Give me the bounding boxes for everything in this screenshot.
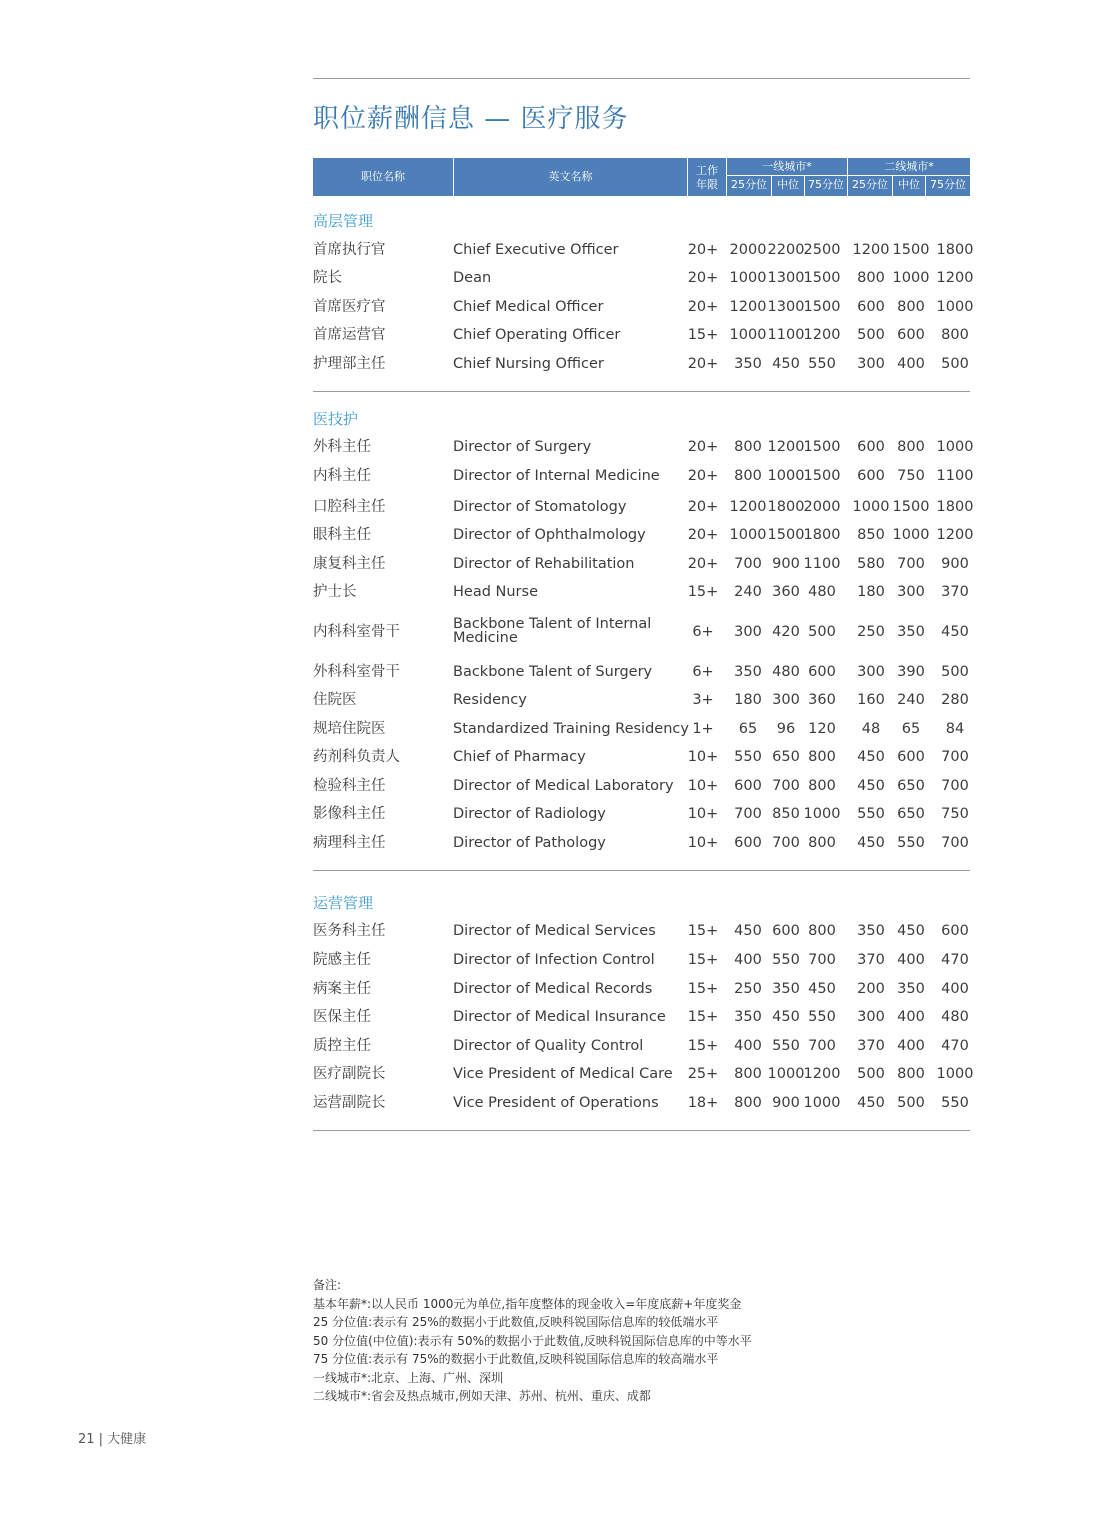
tier2-median-value: 400 bbox=[897, 1009, 925, 1025]
position-cn: 口腔科主任 bbox=[313, 499, 386, 515]
tier1-median-value: 2200 bbox=[767, 242, 805, 258]
tier1-p75-value: 550 bbox=[808, 356, 836, 372]
tier2-median-value: 390 bbox=[897, 664, 925, 680]
tier1-median-value: 1000 bbox=[767, 1066, 805, 1082]
tier1-median-value: 1100 bbox=[767, 327, 805, 343]
tier1-median-value: 420 bbox=[772, 624, 800, 640]
tier1-median-value: 1200 bbox=[767, 439, 805, 455]
header-years-line1: 工作 bbox=[696, 164, 718, 177]
tier2-median-value: 600 bbox=[897, 749, 925, 765]
tier1-p25-value: 1000 bbox=[729, 527, 767, 543]
position-en: Director of Quality Control bbox=[453, 1038, 644, 1054]
note-line: 一线城市*:北京、上海、广州、深圳 bbox=[313, 1370, 504, 1385]
tier2-median-value: 240 bbox=[897, 692, 925, 708]
tier2-median-value: 1500 bbox=[892, 242, 930, 258]
table-row bbox=[313, 775, 983, 797]
tier2-p25-value: 450 bbox=[857, 1095, 885, 1111]
table-row bbox=[313, 324, 983, 346]
tier2-p25-value: 550 bbox=[857, 806, 885, 822]
position-cn: 病理科主任 bbox=[313, 835, 386, 851]
tier2-p25-value: 370 bbox=[857, 1038, 885, 1054]
tier1-p25-value: 400 bbox=[734, 952, 762, 968]
years-of-experience: 6+ bbox=[692, 624, 714, 640]
position-cn: 药剂科负责人 bbox=[313, 749, 400, 765]
tier2-median-value: 500 bbox=[897, 1095, 925, 1111]
table-row bbox=[313, 553, 983, 575]
tier1-p25-value: 800 bbox=[734, 439, 762, 455]
tier2-p75-value: 84 bbox=[945, 721, 965, 737]
tier2-p25-value: 48 bbox=[861, 721, 881, 737]
tier1-median-value: 300 bbox=[772, 692, 800, 708]
header-tier1-p50: 中位 bbox=[777, 178, 799, 191]
tier1-p75-value: 480 bbox=[808, 584, 836, 600]
tier1-p75-value: 450 bbox=[808, 981, 836, 997]
tier1-p25-value: 1200 bbox=[729, 499, 767, 515]
tier1-p75-value: 1200 bbox=[803, 327, 841, 343]
table-row bbox=[313, 832, 983, 854]
position-en bbox=[453, 617, 651, 645]
table-row bbox=[313, 1092, 983, 1114]
position-cn: 影像科主任 bbox=[313, 806, 386, 822]
position-en: Director of Internal Medicine bbox=[453, 468, 660, 484]
tier1-p75-value: 1500 bbox=[803, 270, 841, 286]
tier2-p75-value: 1800 bbox=[936, 242, 974, 258]
tier1-p75-value: 2000 bbox=[803, 499, 841, 515]
years-of-experience: 20+ bbox=[687, 299, 719, 315]
table-row bbox=[313, 978, 983, 1000]
position-cn: 首席运营官 bbox=[313, 327, 386, 343]
tier1-p25-value: 1000 bbox=[729, 327, 767, 343]
tier2-median-value: 650 bbox=[897, 806, 925, 822]
tier1-p25-value: 800 bbox=[734, 468, 762, 484]
position-en: Vice President of Operations bbox=[453, 1095, 659, 1111]
position-cn: 医疗副院长 bbox=[313, 1066, 386, 1082]
tier1-p25-value: 350 bbox=[734, 1009, 762, 1025]
tier1-p25-value: 450 bbox=[734, 923, 762, 939]
tier1-p25-value: 240 bbox=[734, 584, 762, 600]
tier1-p75-value: 1500 bbox=[803, 439, 841, 455]
table-row bbox=[313, 353, 983, 375]
tier2-p75-value: 480 bbox=[941, 1009, 969, 1025]
tier1-p75-value: 120 bbox=[808, 721, 836, 737]
tier2-p25-value: 850 bbox=[857, 527, 885, 543]
tier2-p75-value: 470 bbox=[941, 1038, 969, 1054]
header-tier1-p25: 25分位 bbox=[731, 178, 767, 191]
position-cn: 护士长 bbox=[313, 584, 357, 600]
position-en: Director of Medical Records bbox=[453, 981, 653, 997]
tier1-median-value: 650 bbox=[772, 749, 800, 765]
tier1-p25-value: 600 bbox=[734, 835, 762, 851]
tier2-median-value: 65 bbox=[901, 721, 921, 737]
position-en: Chief Nursing Officer bbox=[453, 356, 604, 372]
header-tier2-p25: 25分位 bbox=[852, 178, 888, 191]
tier2-p25-value: 600 bbox=[857, 299, 885, 315]
tier1-median-value: 900 bbox=[772, 556, 800, 572]
years-of-experience: 20+ bbox=[687, 499, 719, 515]
tier2-p75-value: 500 bbox=[941, 356, 969, 372]
tier1-p25-value: 350 bbox=[734, 356, 762, 372]
position-cn: 外科科室骨干 bbox=[313, 664, 400, 680]
position-cn: 首席执行官 bbox=[313, 242, 386, 258]
position-cn: 眼科主任 bbox=[313, 527, 371, 543]
tier2-p75-value: 1000 bbox=[936, 299, 974, 315]
table-row bbox=[313, 239, 983, 261]
position-cn: 医保主任 bbox=[313, 1009, 371, 1025]
position-en: Director of Radiology bbox=[453, 806, 606, 822]
tier1-p75-value: 1000 bbox=[803, 806, 841, 822]
header-tier1-p75: 75分位 bbox=[808, 178, 844, 191]
tier2-p75-value: 450 bbox=[941, 624, 969, 640]
years-of-experience: 15+ bbox=[687, 1009, 719, 1025]
tier2-median-value: 650 bbox=[897, 778, 925, 794]
table-row bbox=[313, 581, 983, 603]
position-en: Chief Operating Officer bbox=[453, 327, 621, 343]
table-row bbox=[313, 1063, 983, 1085]
table-row bbox=[313, 496, 983, 518]
tier1-p75-value: 2500 bbox=[803, 242, 841, 258]
tier1-p25-value: 250 bbox=[734, 981, 762, 997]
position-en: Chief Executive Officer bbox=[453, 242, 619, 258]
tier2-p25-value: 250 bbox=[857, 624, 885, 640]
position-en: Director of Ophthalmology bbox=[453, 527, 646, 543]
tier2-p25-value: 450 bbox=[857, 749, 885, 765]
tier1-p75-value: 700 bbox=[808, 952, 836, 968]
years-of-experience: 20+ bbox=[687, 242, 719, 258]
position-en: Chief Medical Officer bbox=[453, 299, 604, 315]
years-of-experience: 6+ bbox=[692, 664, 714, 680]
tier2-p25-value: 370 bbox=[857, 952, 885, 968]
tier1-p75-value: 550 bbox=[808, 1009, 836, 1025]
tier1-p25-value: 2000 bbox=[729, 242, 767, 258]
header-tier2: 二线城市* bbox=[884, 160, 934, 173]
note-line: 50 分位值(中位值):表示有 50%的数据小于此数值,反映科锐国际信息库的中等水平 bbox=[313, 1333, 752, 1348]
tier1-p75-value: 1500 bbox=[803, 299, 841, 315]
tier2-p75-value: 1000 bbox=[936, 1066, 974, 1082]
years-of-experience: 20+ bbox=[687, 556, 719, 572]
tier1-p75-value: 500 bbox=[808, 624, 836, 640]
position-cn: 运营副院长 bbox=[313, 1095, 386, 1111]
tier2-p75-value: 1000 bbox=[936, 439, 974, 455]
tier2-p75-value: 700 bbox=[941, 778, 969, 794]
tier1-p75-value: 800 bbox=[808, 778, 836, 794]
tier1-median-value: 96 bbox=[776, 721, 796, 737]
tier2-median-value: 350 bbox=[897, 981, 925, 997]
tier2-median-value: 350 bbox=[897, 624, 925, 640]
tier1-median-value: 360 bbox=[772, 584, 800, 600]
tier1-median-value: 1500 bbox=[767, 527, 805, 543]
tier1-median-value: 1300 bbox=[767, 270, 805, 286]
tier2-p25-value: 1000 bbox=[852, 499, 890, 515]
tier2-p25-value: 580 bbox=[857, 556, 885, 572]
header-tier2-p75: 75分位 bbox=[930, 178, 966, 191]
position-en: Director of Infection Control bbox=[453, 952, 655, 968]
position-en: Head Nurse bbox=[453, 584, 538, 600]
tier1-p75-value: 700 bbox=[808, 1038, 836, 1054]
tier1-median-value: 1000 bbox=[767, 468, 805, 484]
position-cn: 检验科主任 bbox=[313, 778, 386, 794]
tier1-p25-value: 1000 bbox=[729, 270, 767, 286]
tier2-p25-value: 500 bbox=[857, 327, 885, 343]
section-label: 运营管理 bbox=[313, 894, 374, 912]
page-footer: 21 | 大健康 bbox=[78, 1432, 147, 1447]
tier1-p25-value: 400 bbox=[734, 1038, 762, 1054]
position-en-line1: Backbone Talent of Internal bbox=[453, 616, 652, 632]
page-title: 职位薪酬信息 — 医疗服务 bbox=[313, 104, 629, 134]
tier2-p25-value: 300 bbox=[857, 1009, 885, 1025]
table-row bbox=[313, 616, 983, 646]
tier2-p25-value: 600 bbox=[857, 439, 885, 455]
section-divider bbox=[313, 1130, 970, 1131]
tier1-p25-value: 300 bbox=[734, 624, 762, 640]
tier2-median-value: 1000 bbox=[892, 527, 930, 543]
tier2-p25-value: 350 bbox=[857, 923, 885, 939]
tier2-median-value: 800 bbox=[897, 299, 925, 315]
years-of-experience: 15+ bbox=[687, 1038, 719, 1054]
position-cn: 内科主任 bbox=[313, 468, 371, 484]
tier2-median-value: 1000 bbox=[892, 270, 930, 286]
tier1-median-value: 600 bbox=[772, 923, 800, 939]
tier2-p25-value: 450 bbox=[857, 778, 885, 794]
tier1-median-value: 900 bbox=[772, 1095, 800, 1111]
position-cn: 内科科室骨干 bbox=[313, 624, 400, 640]
position-en: Director of Pathology bbox=[453, 835, 606, 851]
tier2-p75-value: 600 bbox=[941, 923, 969, 939]
tier2-p75-value: 800 bbox=[941, 327, 969, 343]
position-cn: 外科主任 bbox=[313, 439, 371, 455]
table-row bbox=[313, 746, 983, 768]
header-en-name: 英文名称 bbox=[548, 170, 593, 183]
tier1-p25-value: 700 bbox=[734, 806, 762, 822]
years-of-experience: 15+ bbox=[687, 923, 719, 939]
position-en: Director of Stomatology bbox=[453, 499, 627, 515]
tier1-p75-value: 360 bbox=[808, 692, 836, 708]
years-of-experience: 20+ bbox=[687, 439, 719, 455]
tier2-median-value: 600 bbox=[897, 327, 925, 343]
tier2-p25-value: 450 bbox=[857, 835, 885, 851]
table-row bbox=[313, 524, 983, 546]
tier1-p75-value: 1500 bbox=[803, 468, 841, 484]
tier1-p75-value: 1200 bbox=[803, 1066, 841, 1082]
notes bbox=[313, 1276, 752, 1406]
position-cn: 院长 bbox=[313, 270, 342, 286]
header-cn-name: 职位名称 bbox=[361, 170, 405, 183]
tier1-p75-value: 800 bbox=[808, 749, 836, 765]
tier2-p75-value: 750 bbox=[941, 806, 969, 822]
tier2-p75-value: 470 bbox=[941, 952, 969, 968]
tier1-p25-value: 800 bbox=[734, 1066, 762, 1082]
years-of-experience: 20+ bbox=[687, 356, 719, 372]
section-divider bbox=[313, 870, 970, 871]
header-years-line2: 年限 bbox=[696, 178, 718, 191]
tier1-p75-value: 600 bbox=[808, 664, 836, 680]
tier2-p75-value: 700 bbox=[941, 749, 969, 765]
years-of-experience: 18+ bbox=[687, 1095, 719, 1111]
years-of-experience: 15+ bbox=[687, 584, 719, 600]
header-tier2-p50: 中位 bbox=[898, 178, 920, 191]
tier2-p75-value: 1800 bbox=[936, 499, 974, 515]
position-en: Director of Surgery bbox=[453, 439, 592, 455]
position-en: Director of Medical Insurance bbox=[453, 1009, 666, 1025]
tier1-median-value: 1800 bbox=[767, 499, 805, 515]
tier1-median-value: 550 bbox=[772, 1038, 800, 1054]
tier1-median-value: 450 bbox=[772, 1009, 800, 1025]
section-label: 医技护 bbox=[313, 410, 359, 428]
tier2-median-value: 1500 bbox=[892, 499, 930, 515]
table-row bbox=[313, 267, 983, 289]
position-en-line2: Medicine bbox=[453, 630, 518, 646]
tier2-p75-value: 500 bbox=[941, 664, 969, 680]
table-row bbox=[313, 296, 983, 318]
years-of-experience: 20+ bbox=[687, 527, 719, 543]
position-en: Vice President of Medical Care bbox=[453, 1066, 673, 1082]
years-of-experience: 15+ bbox=[687, 327, 719, 343]
table-row bbox=[313, 803, 983, 825]
tier2-p75-value: 1100 bbox=[936, 468, 974, 484]
tier2-median-value: 800 bbox=[897, 1066, 925, 1082]
note-line: 备注: bbox=[313, 1278, 342, 1292]
years-of-experience: 1+ bbox=[692, 721, 714, 737]
years-of-experience: 20+ bbox=[687, 468, 719, 484]
table-row bbox=[313, 1006, 983, 1028]
tier2-p75-value: 700 bbox=[941, 835, 969, 851]
tier1-p25-value: 600 bbox=[734, 778, 762, 794]
years-of-experience: 15+ bbox=[687, 952, 719, 968]
position-cn: 规培住院医 bbox=[313, 721, 386, 737]
tier2-median-value: 400 bbox=[897, 1038, 925, 1054]
position-en: Backbone Talent of Surgery bbox=[453, 664, 653, 680]
tier2-median-value: 450 bbox=[897, 923, 925, 939]
position-en: Standardized Training Residency bbox=[453, 721, 689, 737]
table-row bbox=[313, 1035, 983, 1057]
tier1-p25-value: 65 bbox=[738, 721, 758, 737]
position-cn: 康复科主任 bbox=[313, 556, 386, 572]
note-line: 75 分位值:表示有 75%的数据小于此数值,反映科锐国际信息库的较高端水平 bbox=[313, 1352, 719, 1366]
tier2-p25-value: 200 bbox=[857, 981, 885, 997]
position-cn: 护理部主任 bbox=[313, 356, 386, 372]
tier2-median-value: 400 bbox=[897, 356, 925, 372]
section-divider bbox=[313, 391, 970, 392]
table-row bbox=[313, 465, 983, 487]
tier1-p25-value: 350 bbox=[734, 664, 762, 680]
position-en: Chief of Pharmacy bbox=[453, 749, 586, 765]
position-cn: 质控主任 bbox=[313, 1038, 371, 1054]
table-row bbox=[313, 661, 983, 683]
position-cn: 首席医疗官 bbox=[313, 299, 386, 315]
tier2-p25-value: 1200 bbox=[852, 242, 890, 258]
years-of-experience: 20+ bbox=[687, 270, 719, 286]
table-row bbox=[313, 949, 983, 971]
years-of-experience: 25+ bbox=[687, 1066, 719, 1082]
header-tier1: 一线城市* bbox=[762, 160, 812, 173]
years-of-experience: 10+ bbox=[687, 806, 719, 822]
tier1-p75-value: 1100 bbox=[803, 556, 841, 572]
note-line: 基本年薪*:以人民币 1000元为单位,指年度整体的现金收入=年度底薪+年度奖金 bbox=[313, 1296, 742, 1311]
tier2-p75-value: 900 bbox=[941, 556, 969, 572]
tier2-p25-value: 500 bbox=[857, 1066, 885, 1082]
position-en: Director of Medical Laboratory bbox=[453, 778, 674, 794]
table-header bbox=[313, 158, 970, 196]
years-of-experience: 15+ bbox=[687, 981, 719, 997]
years-of-experience: 10+ bbox=[687, 749, 719, 765]
tier2-p25-value: 300 bbox=[857, 356, 885, 372]
tier2-median-value: 700 bbox=[897, 556, 925, 572]
years-of-experience: 3+ bbox=[692, 692, 714, 708]
tier2-median-value: 800 bbox=[897, 439, 925, 455]
tier2-p25-value: 800 bbox=[857, 270, 885, 286]
tier1-median-value: 550 bbox=[772, 952, 800, 968]
table-row bbox=[313, 436, 983, 458]
position-cn: 院感主任 bbox=[313, 952, 371, 968]
note-line: 二线城市*:省会及热点城市,例如天津、苏州、杭州、重庆、成都 bbox=[313, 1389, 651, 1403]
tier1-p25-value: 700 bbox=[734, 556, 762, 572]
top-divider bbox=[313, 78, 970, 79]
position-en: Residency bbox=[453, 692, 527, 708]
tier1-median-value: 700 bbox=[772, 835, 800, 851]
tier2-p75-value: 400 bbox=[941, 981, 969, 997]
tier2-p25-value: 160 bbox=[857, 692, 885, 708]
position-cn: 病案主任 bbox=[313, 981, 371, 997]
tier2-p75-value: 370 bbox=[941, 584, 969, 600]
tier1-p25-value: 800 bbox=[734, 1095, 762, 1111]
position-en: Director of Medical Services bbox=[453, 923, 656, 939]
table-row bbox=[313, 718, 983, 740]
tier2-median-value: 750 bbox=[897, 468, 925, 484]
tier2-median-value: 400 bbox=[897, 952, 925, 968]
tier1-median-value: 480 bbox=[772, 664, 800, 680]
section-label: 高层管理 bbox=[313, 212, 374, 230]
tier2-p75-value: 550 bbox=[941, 1095, 969, 1111]
tier1-p25-value: 1200 bbox=[729, 299, 767, 315]
tier2-p75-value: 1200 bbox=[936, 270, 974, 286]
position-en: Dean bbox=[453, 270, 492, 286]
tier2-p25-value: 180 bbox=[857, 584, 885, 600]
tier1-p75-value: 1000 bbox=[803, 1095, 841, 1111]
tier2-median-value: 300 bbox=[897, 584, 925, 600]
tier2-p75-value: 1200 bbox=[936, 527, 974, 543]
note-line: 25 分位值:表示有 25%的数据小于此数值,反映科锐国际信息库的较低端水平 bbox=[313, 1315, 719, 1329]
tier1-p75-value: 1800 bbox=[803, 527, 841, 543]
years-of-experience: 10+ bbox=[687, 835, 719, 851]
tier2-median-value: 550 bbox=[897, 835, 925, 851]
tier2-p25-value: 600 bbox=[857, 468, 885, 484]
tier1-median-value: 850 bbox=[772, 806, 800, 822]
tier2-p75-value: 280 bbox=[941, 692, 969, 708]
tier1-median-value: 1300 bbox=[767, 299, 805, 315]
years-of-experience: 10+ bbox=[687, 778, 719, 794]
position-cn: 医务科主任 bbox=[313, 923, 386, 939]
tier1-median-value: 700 bbox=[772, 778, 800, 794]
tier1-median-value: 450 bbox=[772, 356, 800, 372]
table-row bbox=[313, 689, 983, 711]
table-row bbox=[313, 920, 983, 942]
position-en: Director of Rehabilitation bbox=[453, 556, 635, 572]
tier1-p25-value: 180 bbox=[734, 692, 762, 708]
position-cn: 住院医 bbox=[313, 692, 357, 708]
tier1-p75-value: 800 bbox=[808, 835, 836, 851]
tier1-median-value: 350 bbox=[772, 981, 800, 997]
tier1-p25-value: 550 bbox=[734, 749, 762, 765]
tier2-p25-value: 300 bbox=[857, 664, 885, 680]
tier1-p75-value: 800 bbox=[808, 923, 836, 939]
